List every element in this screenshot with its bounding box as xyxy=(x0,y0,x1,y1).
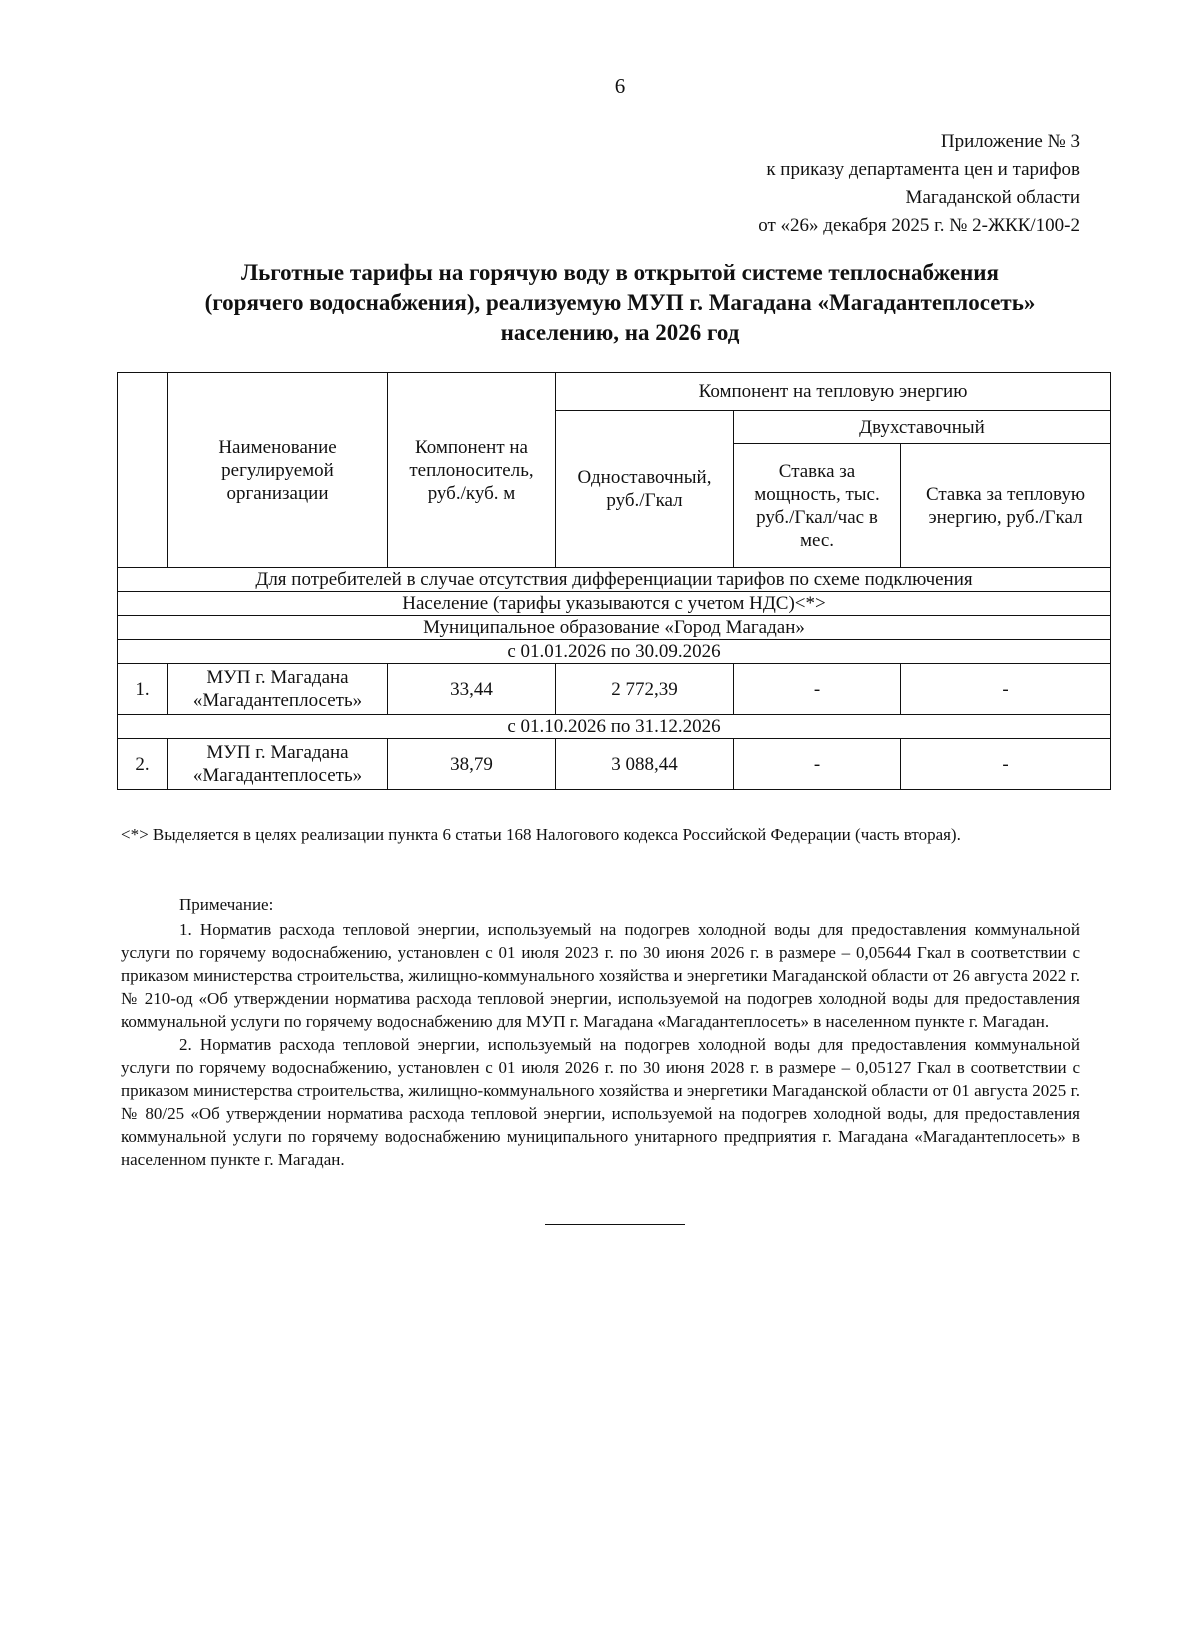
row-energy-rate: - xyxy=(901,739,1111,790)
header-two-rate: Двухставочный xyxy=(734,411,1111,444)
org-line-1: МУП г. Магадана xyxy=(206,742,349,763)
row-energy-rate: - xyxy=(901,664,1111,715)
appendix-line-2: к приказу департамента цен и тарифов xyxy=(766,159,1080,180)
section-population: Население (тарифы указываются с учетом НДС)<*> xyxy=(118,592,1111,616)
header-single-rate: Одноставочный, руб./Гкал xyxy=(556,411,734,568)
header-carrier: Компонент на теплоноситель, руб./куб. м xyxy=(388,373,556,568)
header-num xyxy=(118,373,168,568)
section-consumers: Для потребителей в случае отсутствия дифференциации тарифов по схеме подключения xyxy=(118,568,1111,592)
appendix-header xyxy=(520,128,1080,240)
header-organization: Наименование регулируемой организации xyxy=(168,373,388,568)
org-line-2: «Магадантеплосеть» xyxy=(192,765,363,786)
document-title xyxy=(120,258,1120,348)
tariff-table xyxy=(117,372,1111,790)
title-line-3: населению, на 2026 год xyxy=(500,320,740,345)
header-capacity-rate: Ставка за мощность, тыс. руб./Гкал/час в мес. xyxy=(734,444,901,568)
period-1: с 01.01.2026 по 30.09.2026 xyxy=(118,640,1111,664)
row-number: 2. xyxy=(118,739,168,790)
notes-heading: Примечание: xyxy=(179,895,274,914)
table-row xyxy=(118,664,1111,715)
org-line-2: «Магадантеплосеть» xyxy=(192,690,363,711)
period-2: с 01.10.2026 по 31.12.2026 xyxy=(118,715,1111,739)
title-line-1: Льготные тарифы на горячую воду в открытой системе теплоснабжения xyxy=(240,260,999,285)
row-carrier: 38,79 xyxy=(388,739,556,790)
note-item-2: 2. Норматив расхода тепловой энергии, используемый на подогрев холодной воды для предоставления коммунальной услуги по горячему водоснабжению, установлен с 01 июля 2026 г. по 30 июня 2028 г. в размере – 0,05127 Гкал в соответствии с приказом министерства строительства, жилищно-коммунального хозяйства и энергетики Магаданской области от 01 августа 2025 г. № 80/25 «Об утверждении норматива расхода тепловой энергии, используемой на подогрев холодной воды, для предоставления коммунальной услуги по горячему водоснабжению муниципального унитарного предприятия г. Магадана «Магадантеплосеть» в населенном пункте г. Магадан. xyxy=(121,1035,1080,1169)
note-item-1: 1. Норматив расхода тепловой энергии, используемый на подогрев холодной воды для предоставления коммунальной услуги по горячему водоснабжению, установлен с 01 июля 2023 г. по 30 июня 2026 г. в размере – 0,05644 Гкал в соответствии с приказом министерства строительства, жилищно-коммунального хозяйства и энергетики Магаданской области от 26 августа 2022 г. № 210-од «Об утверждении норматива расхода тепловой энергии, используемой на подогрев холодной воды для предоставления коммунальной услуги по горячему водоснабжению для МУП г. Магадана «Магадантеплосеть» в населенном пункте г. Магадан. xyxy=(121,920,1080,1031)
row-capacity-rate: - xyxy=(734,739,901,790)
table-row xyxy=(118,739,1111,790)
header-energy-rate: Ставка за тепловую энергию, руб./Гкал xyxy=(901,444,1111,568)
row-carrier: 33,44 xyxy=(388,664,556,715)
footnote: <*> Выделяется в целях реализации пункта 6 статьи 168 Налогового кодекса Российской Федерации (часть вторая). xyxy=(121,825,961,844)
row-organization xyxy=(168,664,388,715)
appendix-line-3: Магаданской области xyxy=(905,187,1080,208)
header-energy-group: Компонент на тепловую энергию xyxy=(556,373,1111,411)
appendix-line-4: от «26» декабря 2025 г. № 2-ЖКК/100-2 xyxy=(758,215,1080,236)
row-organization xyxy=(168,739,388,790)
end-divider xyxy=(545,1224,685,1225)
row-number: 1. xyxy=(118,664,168,715)
row-single-rate: 2 772,39 xyxy=(556,664,734,715)
page-number: 6 xyxy=(614,74,626,98)
row-capacity-rate: - xyxy=(734,664,901,715)
appendix-line-1: Приложение № 3 xyxy=(940,131,1080,152)
org-line-1: МУП г. Магадана xyxy=(206,667,349,688)
row-single-rate: 3 088,44 xyxy=(556,739,734,790)
title-line-2: (горячего водоснабжения), реализуемую МУП г. Магадана «Магадантеплосеть» xyxy=(204,290,1036,315)
section-municipality: Муниципальное образование «Город Магадан» xyxy=(118,616,1111,640)
notes xyxy=(121,893,1080,1171)
